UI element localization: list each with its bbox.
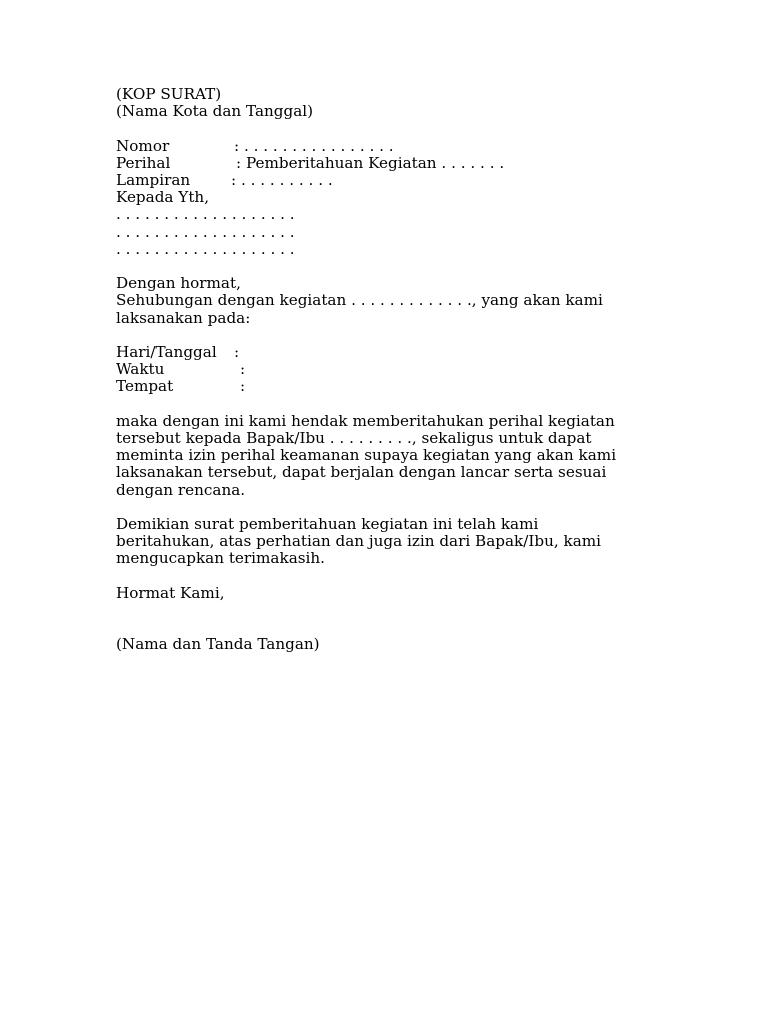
- lampiran-label: Lampiran: [116, 170, 191, 189]
- perihal-field: [116, 155, 636, 172]
- tempat-label: Tempat: [116, 377, 174, 396]
- salutation: Dengan hormat,: [116, 274, 241, 293]
- signature-space: [116, 602, 636, 636]
- nomor-label: Nomor: [116, 136, 170, 155]
- recipient-greeting: Kepada Yth,: [116, 188, 210, 207]
- hari-tanggal-colon: :: [234, 342, 240, 361]
- perihal-colon: :: [236, 153, 242, 172]
- tempat-field: [116, 378, 636, 395]
- nomor-colon: :: [234, 136, 240, 155]
- lampiran-value: . . . . . . . . . .: [236, 170, 333, 189]
- paragraph-line: mengucapkan terimakasih.: [116, 549, 326, 568]
- lampiran-field: [116, 172, 636, 189]
- lampiran-colon: :: [231, 170, 237, 189]
- opening-line: laksanakan pada:: [116, 308, 251, 327]
- recipient-line: . . . . . . . . . . . . . . . . . . .: [116, 205, 295, 224]
- nomor-field: [116, 138, 636, 155]
- spacer: [116, 258, 636, 275]
- signature-name-placeholder: (Nama dan Tanda Tangan): [116, 635, 320, 654]
- hari-tanggal-field: [116, 344, 636, 361]
- perihal-value: Pemberitahuan Kegiatan . . . . . . .: [241, 153, 505, 172]
- body-paragraph: [116, 413, 636, 499]
- letterhead-placeholder: (KOP SURAT): [116, 85, 222, 103]
- paragraph-line: maka dengan ini kami hendak memberitahukan perihal kegiatan: [116, 411, 615, 430]
- paragraph-line: Demikian surat pemberitahuan kegiatan ini telah kami: [116, 514, 539, 533]
- spacer: [116, 396, 636, 413]
- spacer: [116, 120, 636, 137]
- waktu-label: Waktu: [116, 360, 165, 379]
- opening-line: Sehubungan dengan kegiatan . . . . . . . . . . . . ., yang akan kami: [116, 291, 603, 310]
- city-date-placeholder: (Nama Kota dan Tanggal): [116, 102, 314, 121]
- paragraph-line: tersebut kepada Bapak/Ibu . . . . . . . . ., sekaligus untuk dapat: [116, 428, 592, 447]
- waktu-colon: :: [240, 360, 246, 379]
- closing-paragraph: [116, 516, 636, 568]
- letter-body: [116, 86, 636, 654]
- recipient-line: . . . . . . . . . . . . . . . . . . .: [116, 239, 295, 258]
- nomor-value: . . . . . . . . . . . . . . . .: [239, 136, 394, 155]
- hari-tanggal-label: Hari/Tanggal: [116, 342, 217, 361]
- spacer: [116, 327, 636, 344]
- waktu-field: [116, 361, 636, 378]
- closing-salutation: Hormat Kami,: [116, 583, 225, 602]
- paragraph-line: dengan rencana.: [116, 480, 246, 499]
- paragraph-line: laksanakan tersebut, dapat berjalan dengan lancar serta sesuai: [116, 463, 607, 482]
- paragraph-line: beritahukan, atas perhatian dan juga izin dari Bapak/Ibu, kami: [116, 532, 602, 551]
- tempat-colon: :: [240, 377, 246, 396]
- spacer: [116, 499, 636, 516]
- paragraph-line: meminta izin perihal keamanan supaya kegiatan yang akan kami: [116, 446, 617, 465]
- perihal-label: Perihal: [116, 153, 171, 172]
- spacer: [116, 568, 636, 585]
- recipient-line: . . . . . . . . . . . . . . . . . . .: [116, 222, 295, 241]
